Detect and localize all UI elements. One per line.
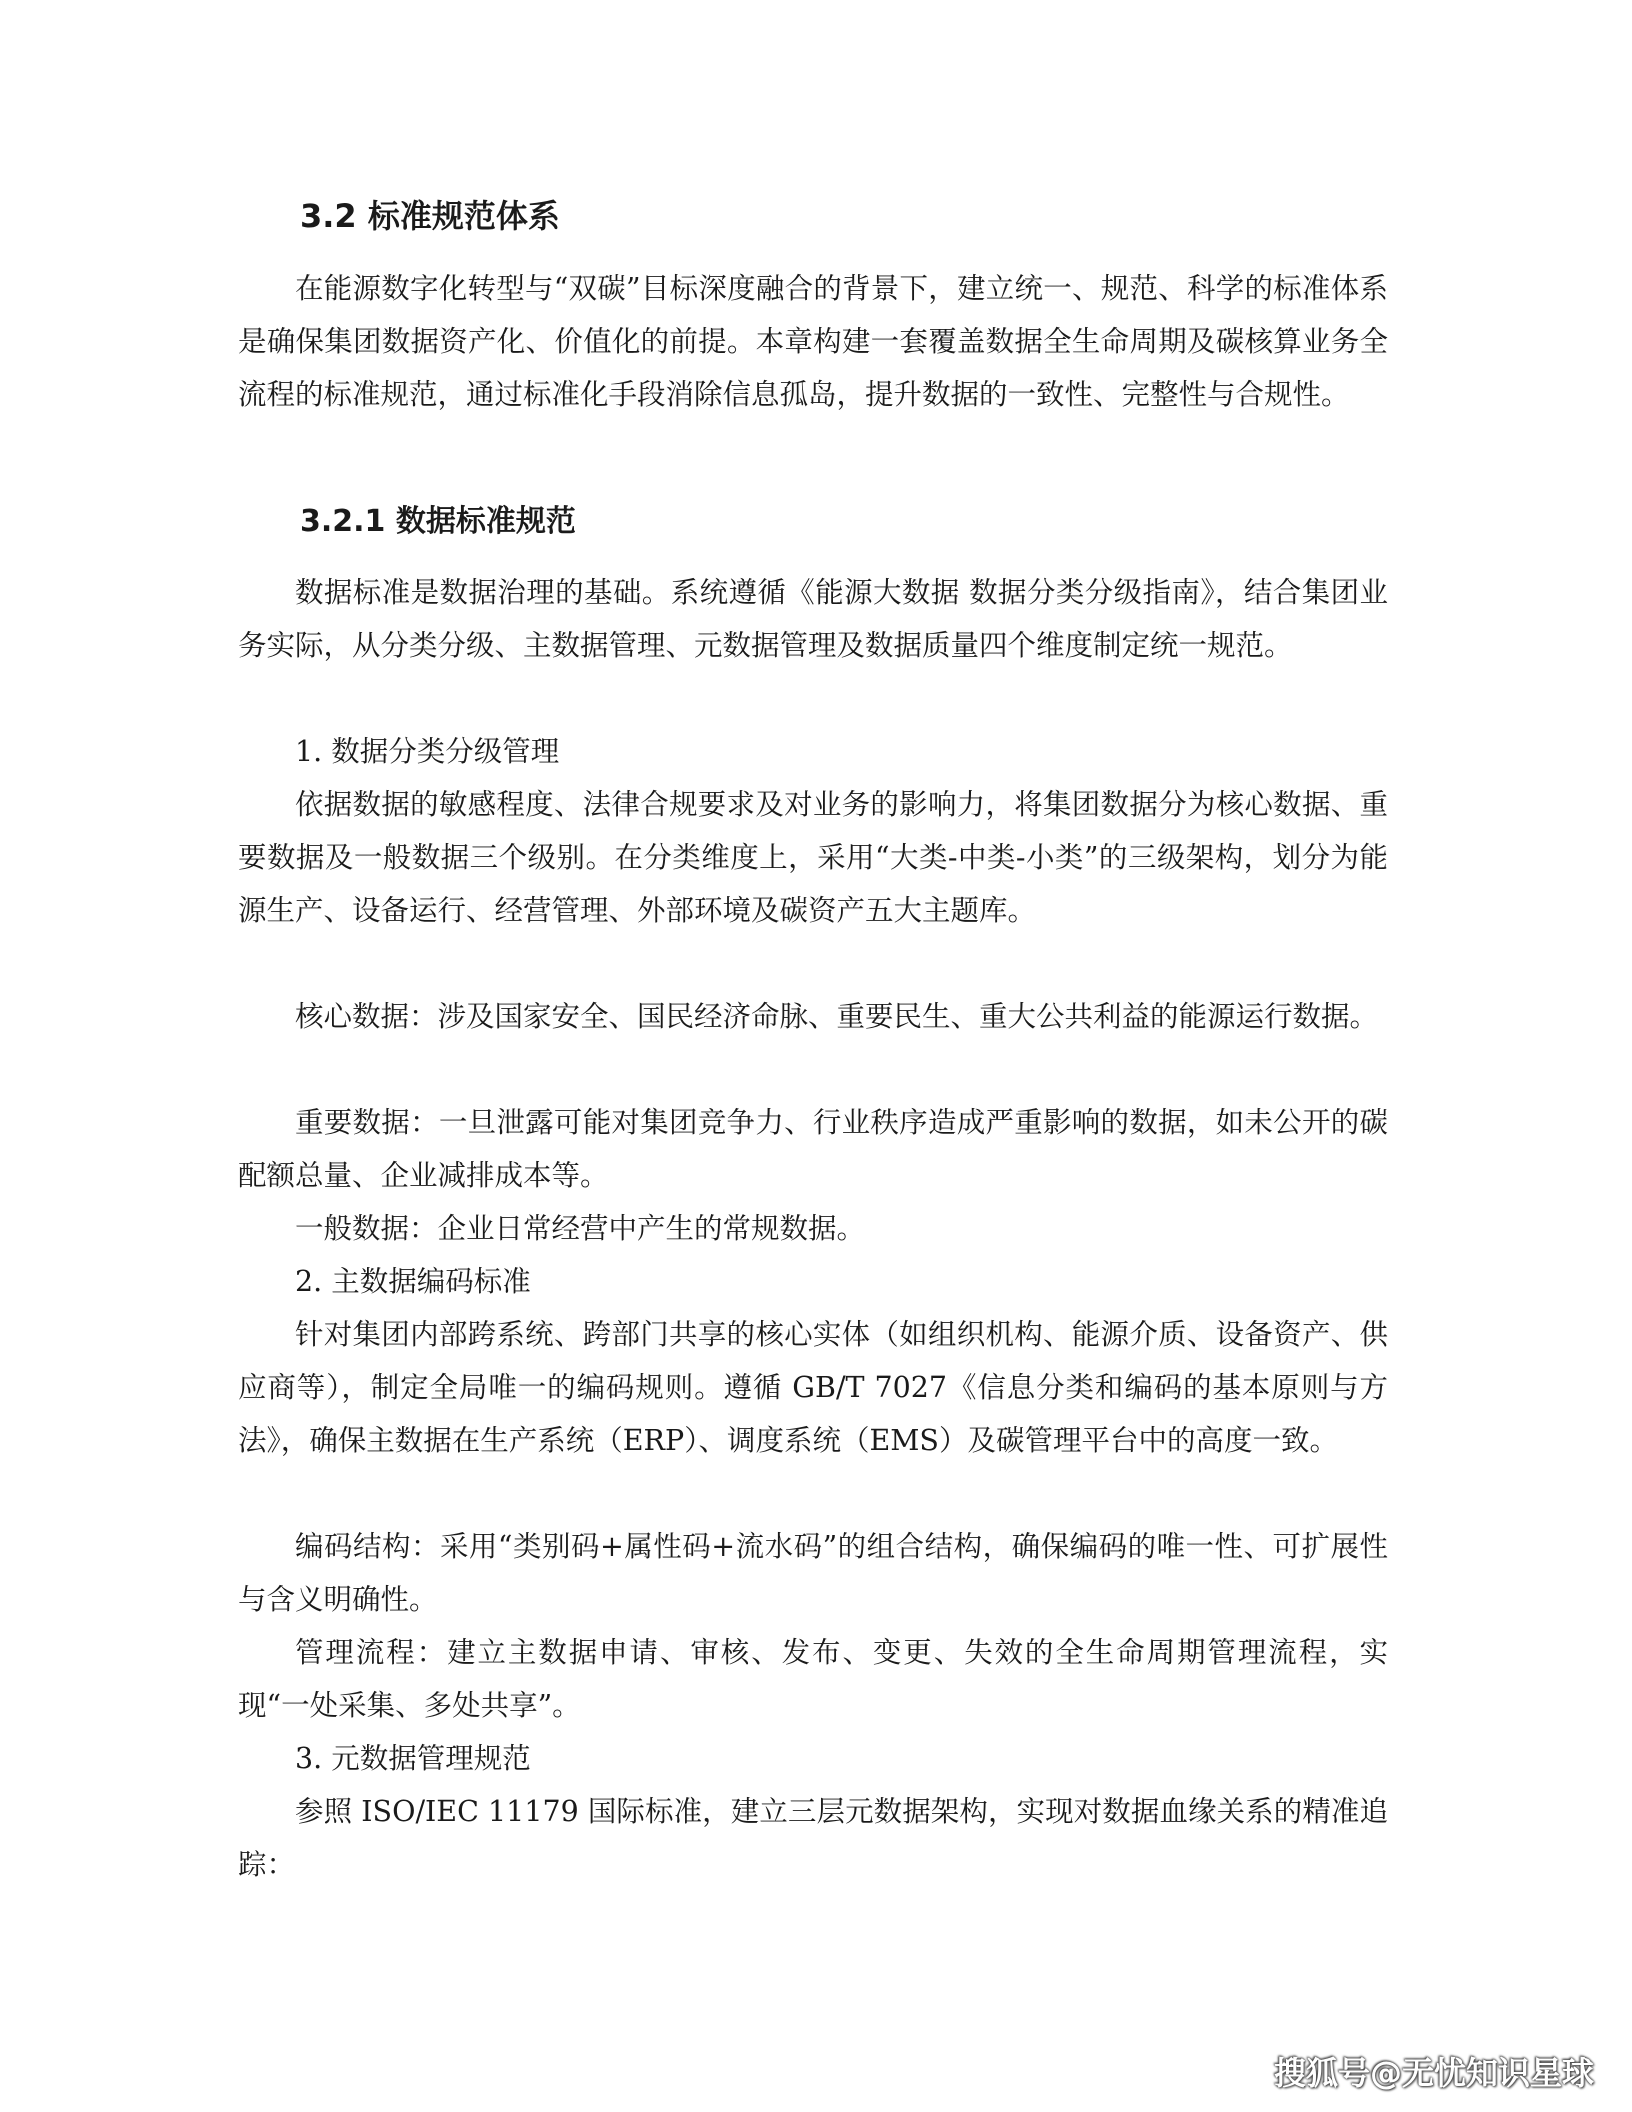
coding-structure-paragraph: 编码结构：采用“类别码+属性码+流水码”的组合结构，确保编码的唯一性、可扩展性与含义明确性。 [238, 1530, 1388, 1616]
core-data-paragraph: 核心数据：涉及国家安全、国民经济命脉、重要民生、重大公共利益的能源运行数据。 [295, 1000, 1379, 1033]
section-intro: 在能源数字化转型与“双碳”目标深度融合的背景下，建立统一、规范、科学的标准体系是确保集团数据资产化、价值化的前提。本章构建一套覆盖数据全生命周期及碳核算业务全流程的标准规范，通过标准化手段消除信息孤岛，提升数据的一致性、完整性与合规性。 [238, 272, 1388, 411]
item-3-paragraph: 参照 ISO/IEC 11179 国际标准，建立三层元数据架构，实现对数据血缘关系的精准追踪： [238, 1795, 1388, 1881]
important-data-paragraph: 重要数据：一旦泄露可能对集团竞争力、行业秩序造成严重影响的数据，如未公开的碳配额总量、企业减排成本等。 [238, 1106, 1388, 1192]
watermark-text: 搜狐号@无忧知识星球 [1273, 2054, 1594, 2092]
general-data-paragraph: 一般数据：企业日常经营中产生的常规数据。 [295, 1212, 866, 1245]
item-2-paragraph: 针对集团内部跨系统、跨部门共享的核心实体（如组织机构、能源介质、设备资产、供应商等），制定全局唯一的编码规则。遵循 GB/T 7027《信息分类和编码的基本原则与方法》，确保主数据在生产系统（ERP）、调度系统（EMS）及碳管理平台中的高度一致。 [238, 1318, 1388, 1457]
subsection-heading: 3.2.1 数据标准规范 [300, 504, 576, 539]
item-2-title: 2. 主数据编码标准 [295, 1265, 531, 1298]
item-3-title: 3. 元数据管理规范 [295, 1742, 531, 1775]
subsection-intro: 数据标准是数据治理的基础。系统遵循《能源大数据 数据分类分级指南》，结合集团业务实际，从分类分级、主数据管理、元数据管理及数据质量四个维度制定统一规范。 [238, 576, 1388, 662]
item-1-paragraph: 依据数据的敏感程度、法律合规要求及对业务的影响力，将集团数据分为核心数据、重要数据及一般数据三个级别。在分类维度上，采用“大类-中类-小类”的三级架构，划分为能源生产、设备运行、经营管理、外部环境及碳资产五大主题库。 [238, 788, 1388, 927]
item-1-title: 1. 数据分类分级管理 [295, 735, 560, 768]
management-flow-paragraph: 管理流程：建立主数据申请、审核、发布、变更、失效的全生命周期管理流程，实现“一处采集、多处共享”。 [238, 1636, 1388, 1722]
section-heading: 3.2 标准规范体系 [300, 197, 560, 235]
